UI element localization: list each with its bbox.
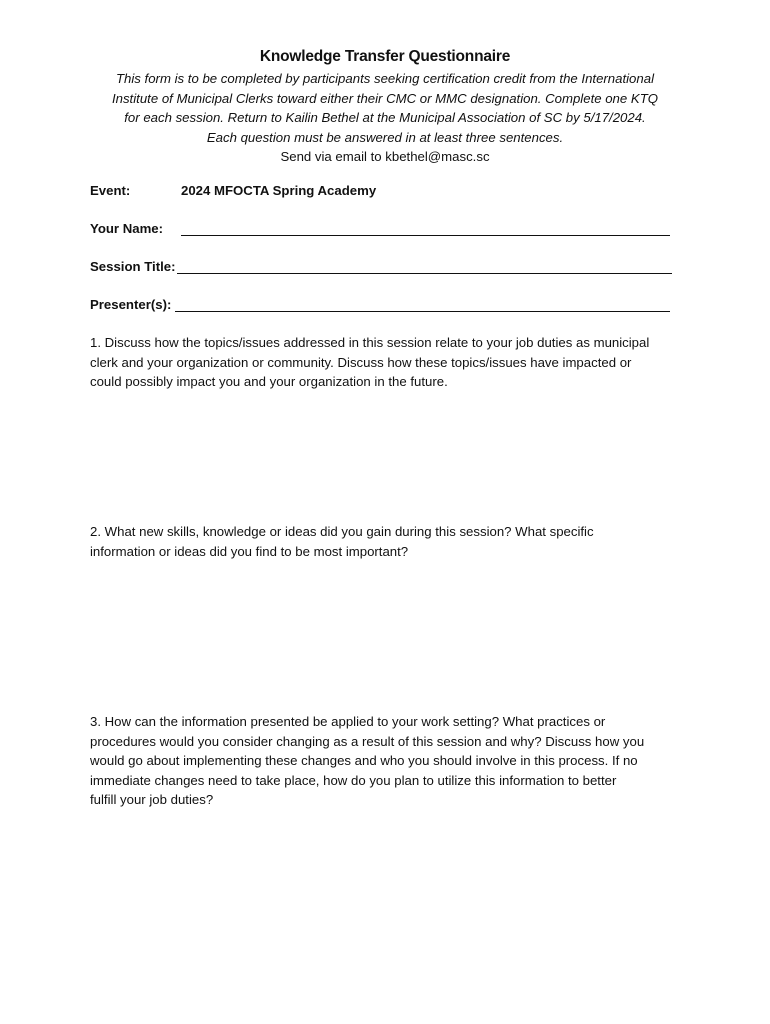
event-label: Event:: [90, 183, 131, 198]
page-title: Knowledge Transfer Questionnaire: [259, 48, 511, 65]
intro-line: for each session. Return to Kailin Bethel at the Municipal Association of SC by 5/17/2024.: [124, 110, 646, 125]
presenters-label: Presenter(s):: [90, 297, 172, 312]
session-title-label: Session Title:: [90, 259, 176, 274]
question-line: clerk and your organization or community. Discuss how these topics/issues have impacted or: [90, 354, 632, 370]
question-line: information or ideas did you find to be most important?: [90, 543, 409, 559]
question-line: procedures would you consider changing as a result of this session and why? Discuss how you: [90, 733, 645, 749]
intro-line: This form is to be completed by participants seeking certification credit from the International: [115, 71, 654, 86]
question-2: [90, 522, 690, 561]
question-line: could possibly impact you and your organization in the future.: [90, 374, 448, 389]
event-field: [90, 183, 377, 198]
session-title-input-line[interactable]: [177, 273, 672, 274]
name-input-line[interactable]: [181, 235, 670, 236]
question-3: [90, 712, 690, 810]
presenters-input-line[interactable]: [175, 311, 670, 312]
question-1: [90, 333, 690, 392]
question-line: fulfill your job duties?: [90, 792, 214, 807]
question-line: 2. What new skills, knowledge or ideas did you gain during this session? What specific: [90, 524, 594, 539]
question-line: would go about implementing these changes and who you should involve in this process. If no: [90, 753, 638, 768]
intro-text: [60, 69, 710, 167]
email-instruction: Send via email to kbethel@masc.sc: [280, 149, 490, 164]
session-title-field: [90, 259, 176, 274]
presenters-field: [90, 297, 171, 312]
question-line: 3. How can the information presented be applied to your work setting? What practices or: [90, 714, 606, 729]
intro-line: Institute of Municipal Clerks toward either their CMC or MMC designation. Complete one KTQ: [111, 90, 659, 106]
name-label: Your Name:: [90, 221, 164, 236]
name-field: [90, 221, 163, 236]
question-line: immediate changes need to take place, how do you plan to utilize this information to better: [90, 772, 617, 788]
intro-line: Each question must be answered in at least three sentences.: [206, 129, 564, 145]
question-line: 1. Discuss how the topics/issues addressed in this session relate to your job duties as municipal: [90, 335, 650, 350]
event-value: 2024 MFOCTA Spring Academy: [181, 183, 377, 198]
